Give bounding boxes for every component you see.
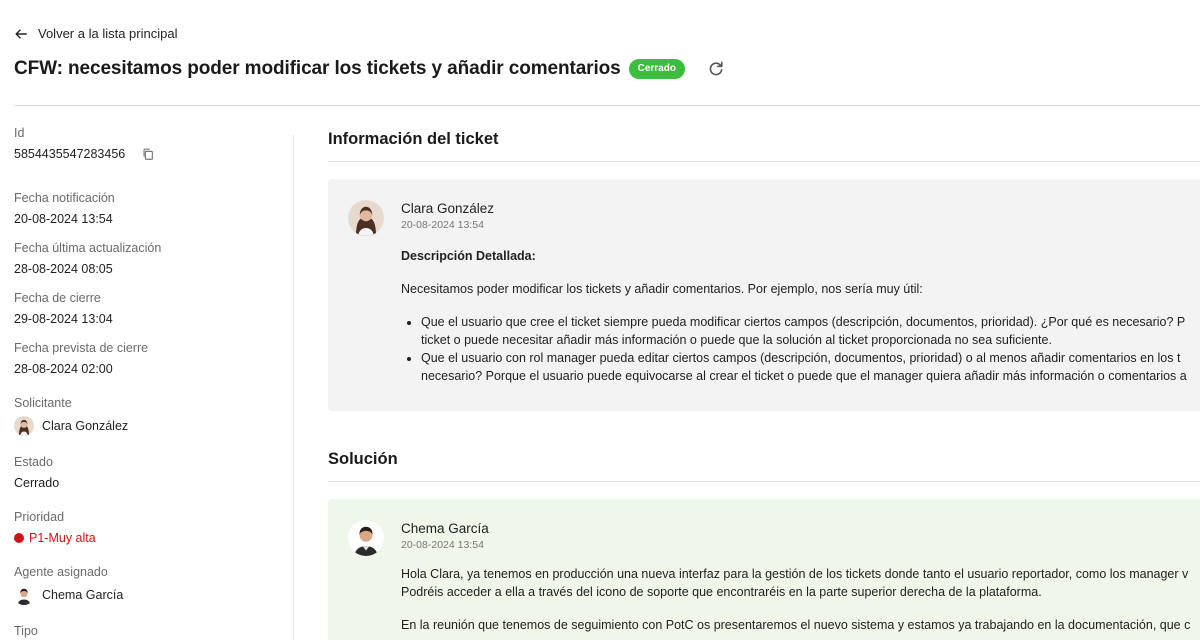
refresh-icon[interactable]	[707, 60, 725, 78]
field-value	[14, 416, 284, 436]
field-value: Cerrado	[14, 476, 60, 490]
field-value: 28-08-2024 08:05	[14, 262, 113, 276]
field-tipo	[14, 623, 284, 639]
arrow-left-icon	[14, 27, 28, 41]
field-fecha-prevista-cierre	[14, 340, 284, 377]
field-label: Prioridad	[14, 510, 65, 524]
list-item-line: ticket o puede necesitar añadir más información o puede que la solución al ticket proporcionada no sea suficiente.	[421, 333, 1052, 347]
priority-dot	[14, 533, 24, 543]
list-item-line: Que el usuario con rol manager pueda editar ciertos campos (descripción, documentos, prioridad) o al menos añadir comentarios en los t	[421, 351, 1181, 365]
solution-paragraph	[401, 565, 1200, 601]
status-badge: Cerrado	[629, 59, 685, 79]
field-estado	[14, 454, 284, 491]
section-divider	[328, 481, 1200, 482]
list-item-line: necesario? Porque el usuario puede equivocarse al crear el ticket o puede que el manager quiera añadir más información o comentarios a	[421, 369, 1187, 383]
title-row	[14, 58, 725, 80]
ticket-properties-sidebar	[14, 125, 284, 640]
field-value: 29-08-2024 13:04	[14, 312, 113, 326]
ticket-info-section-header	[328, 130, 1200, 162]
field-value	[14, 530, 284, 546]
paragraph-line: Hola Clara, ya tenemos en producción una nueva interfaz para la gestión de los tickets donde tanto el usuario reportador, como los manager v	[401, 567, 1189, 581]
field-label: Fecha notificación	[14, 191, 115, 205]
avatar	[348, 200, 384, 236]
field-fecha-notificacion	[14, 190, 284, 227]
field-label: Fecha prevista de cierre	[14, 341, 149, 355]
field-fecha-cierre	[14, 290, 284, 327]
field-label: Solicitante	[14, 396, 72, 410]
requirements-list	[421, 313, 1200, 385]
copy-icon[interactable]	[141, 147, 155, 161]
agente-name: Chema García	[42, 588, 124, 602]
list-item	[421, 313, 1200, 349]
author-date: 20-08-2024 13:54	[401, 219, 484, 231]
description-intro: Necesitamos poder modificar los tickets y añadir comentarios. Por ejemplo, nos sería muy útil:	[401, 282, 923, 296]
field-label: Tipo	[14, 624, 38, 638]
field-label: Id	[14, 126, 25, 140]
field-agente-asignado	[14, 564, 284, 605]
avatar	[14, 585, 34, 605]
solicitante-name: Clara González	[42, 419, 129, 433]
list-item-line: Que el usuario que cree el ticket siempre pueda modificar ciertos campos (descripción, documentos, prioridad). ¿Por qué es necesario? P	[421, 315, 1186, 329]
back-link[interactable]	[14, 26, 177, 41]
field-prioridad	[14, 509, 284, 546]
author-name: Chema García	[401, 521, 489, 536]
section-title-info: Información del ticket	[328, 130, 499, 148]
ticket-id: 5854435547283456	[14, 147, 126, 161]
solution-section-header	[328, 450, 1200, 482]
author-name: Clara González	[401, 201, 495, 216]
field-label: Fecha última actualización	[14, 241, 162, 255]
avatar	[14, 416, 34, 436]
author-date: 20-08-2024 13:54	[401, 539, 484, 551]
paragraph-line: Podréis acceder a ella a través del icono de soporte que encontraréis en la parte superior derecha de la plataforma.	[401, 585, 1042, 599]
header-divider	[14, 105, 1200, 106]
solution-card	[328, 499, 1200, 640]
field-value: 20-08-2024 13:54	[14, 212, 113, 226]
section-title-solution: Solución	[328, 450, 398, 468]
section-divider	[328, 161, 1200, 162]
field-fecha-ultima-actualizacion	[14, 240, 284, 277]
field-value: 28-08-2024 02:00	[14, 362, 113, 376]
field-label: Estado	[14, 455, 53, 469]
sidebar-divider	[293, 135, 294, 640]
priority-value: P1-Muy alta	[29, 531, 96, 545]
field-value	[14, 146, 284, 162]
paragraph-line: En la reunión que tenemos de seguimiento con PotC os presentaremos el nuevo sistema y estamos ya trabajando en la documentación, que c	[401, 618, 1191, 632]
ticket-description-card	[328, 179, 1200, 411]
field-solicitante	[14, 395, 284, 436]
field-label: Agente asignado	[14, 565, 108, 579]
back-link-label: Volver a la lista principal	[38, 26, 178, 41]
field-value	[14, 585, 284, 605]
field-label: Fecha de cierre	[14, 291, 101, 305]
field-id	[14, 125, 284, 162]
avatar	[348, 520, 384, 556]
page-title: CFW: necesitamos poder modificar los tickets y añadir comentarios	[14, 58, 621, 79]
solution-paragraph	[401, 616, 1200, 634]
description-heading: Descripción Detallada:	[401, 249, 536, 263]
list-item	[421, 349, 1200, 385]
